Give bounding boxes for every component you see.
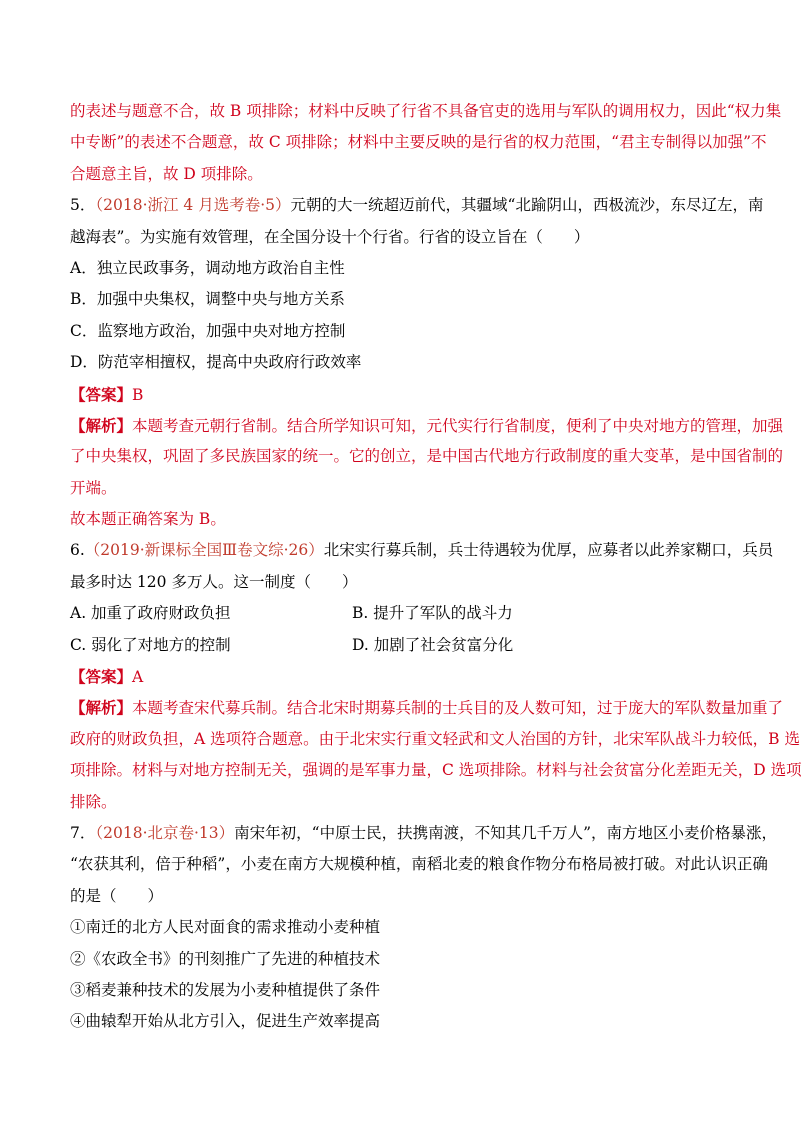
analysis-line: 的表述与题意不合，故 B 项排除；材料中反映了行省不具备官吏的选用与军队的调用权力，因此“权力集 [70,102,782,120]
question-6 [70,535,802,818]
analysis-line: 合题意主旨，故 D 项排除。 [70,164,263,183]
option: D．防范宰相擅权，提高中央政府行政效率 [70,353,362,372]
option: C．监察地方政治，加强中央对地方控制 [70,321,346,340]
question-7 [70,818,778,1038]
option: C. 弱化了对地方的控制 [70,635,231,654]
question-5 [70,190,784,535]
stem-text: 最多时达 120 多万人。这一制度（ ） [70,572,358,591]
question-number: 7． [70,823,96,842]
option: A．独立民政事务，调动地方政治自主性 [70,258,345,277]
answer-tag: 【答案】 [70,667,133,687]
analysis-line: 排除。 [70,792,117,811]
statement-item: ③稻麦兼种技术的发展为小麦种植提供了条件 [70,980,381,999]
question-stem [70,818,778,849]
answer-line [70,379,726,410]
analysis-line: 【解析】本题考查元朝行省制。结合所学知识可知，元代实行行省制度，便利了中央对地方的管理，加强 [70,415,784,435]
stem-text: “农获其利，倍于种稻”，小麦在南方大规模种植，南稻北麦的粮食作物分布格局被打破。对此认识正确 [70,855,768,874]
question-source: （2018·北京卷·13） [95,823,235,842]
analysis-line: 【解析】本题考查宋代募兵制。结合北宋时期募兵制的士兵目的及人数可知，过于庞大的军队数量加重了 [70,698,784,718]
statement-item: ②《农政全书》的刊刻推广了先进的种植技术 [70,949,381,968]
document-page [70,96,802,1038]
question-source: （2019·新课标全国Ⅲ卷文综·26） [84,541,324,560]
answer-value: A [132,668,144,687]
option: B．加强中央集权，调整中央与地方关系 [70,290,345,309]
stem-text: 南宋年初，“中原士民，扶携南渡，不知其几千万人”，南方地区小麦价格暴涨， [234,823,778,842]
stem-text: 北宋实行募兵制，兵士待遇较为优厚，应募者以此养家糊口，兵员 [323,541,774,560]
statement-item: ④曲辕犁开始从北方引入，促进生产效率提高 [70,1012,381,1031]
statement-item: ①南迁的北方人民对面食的需求推动小麦种植 [70,918,381,937]
option: A. 加重了政府财政负担 [70,604,231,623]
option: D. 加剧了社会贫富分化 [352,635,514,654]
analysis-line: 项排除。材料与对地方控制无关，强调的是军事力量，C 选项排除。材料与社会贫富分化差距无关，D 选项 [70,761,802,780]
option: B. 提升了军队的战斗力 [352,604,513,623]
analysis-line: 中专断”的表述不合题意，故 C 项排除；材料中主要反映的是行省的权力范围，“君主专制得以加强”不 [70,133,767,152]
question-number: 6. [70,541,85,560]
analysis-line: 开端。 [70,478,117,497]
option-row [70,630,726,661]
q4-analysis-tail [70,96,782,190]
answer-value: B [132,385,144,404]
option-row [70,598,726,629]
question-source: （2018·浙江 4 月选考卷·5） [95,196,291,215]
question-stem [70,190,764,221]
analysis-tag: 【解析】 [70,698,133,718]
question-stem [70,535,774,566]
conclusion-line: 故本题正确答案为 B。 [70,510,226,529]
analysis-tag: 【解析】 [70,415,133,435]
answer-tag: 【答案】 [70,384,133,404]
stem-text: 元朝的大一统超迈前代，其疆域“北踰阴山，西极流沙，东尽辽左，南 [290,196,764,215]
analysis-line: 了中央集权，巩固了多民族国家的统一。它的创立，是中国古代地方行政制度的重大变革，是中国省制的 [70,447,784,466]
question-number: 5． [70,196,96,215]
stem-text: 越海表”。为实施有效管理，在全国分设十个行省。行省的设立旨在（ ） [70,227,590,246]
stem-text: 的是（ ） [70,886,164,905]
analysis-line: 政府的财政负担，A 选项符合题意。由于北宋实行重文轻武和文人治国的方针，北宋军队战斗力较低，B 选 [70,729,800,748]
answer-line [70,661,726,692]
